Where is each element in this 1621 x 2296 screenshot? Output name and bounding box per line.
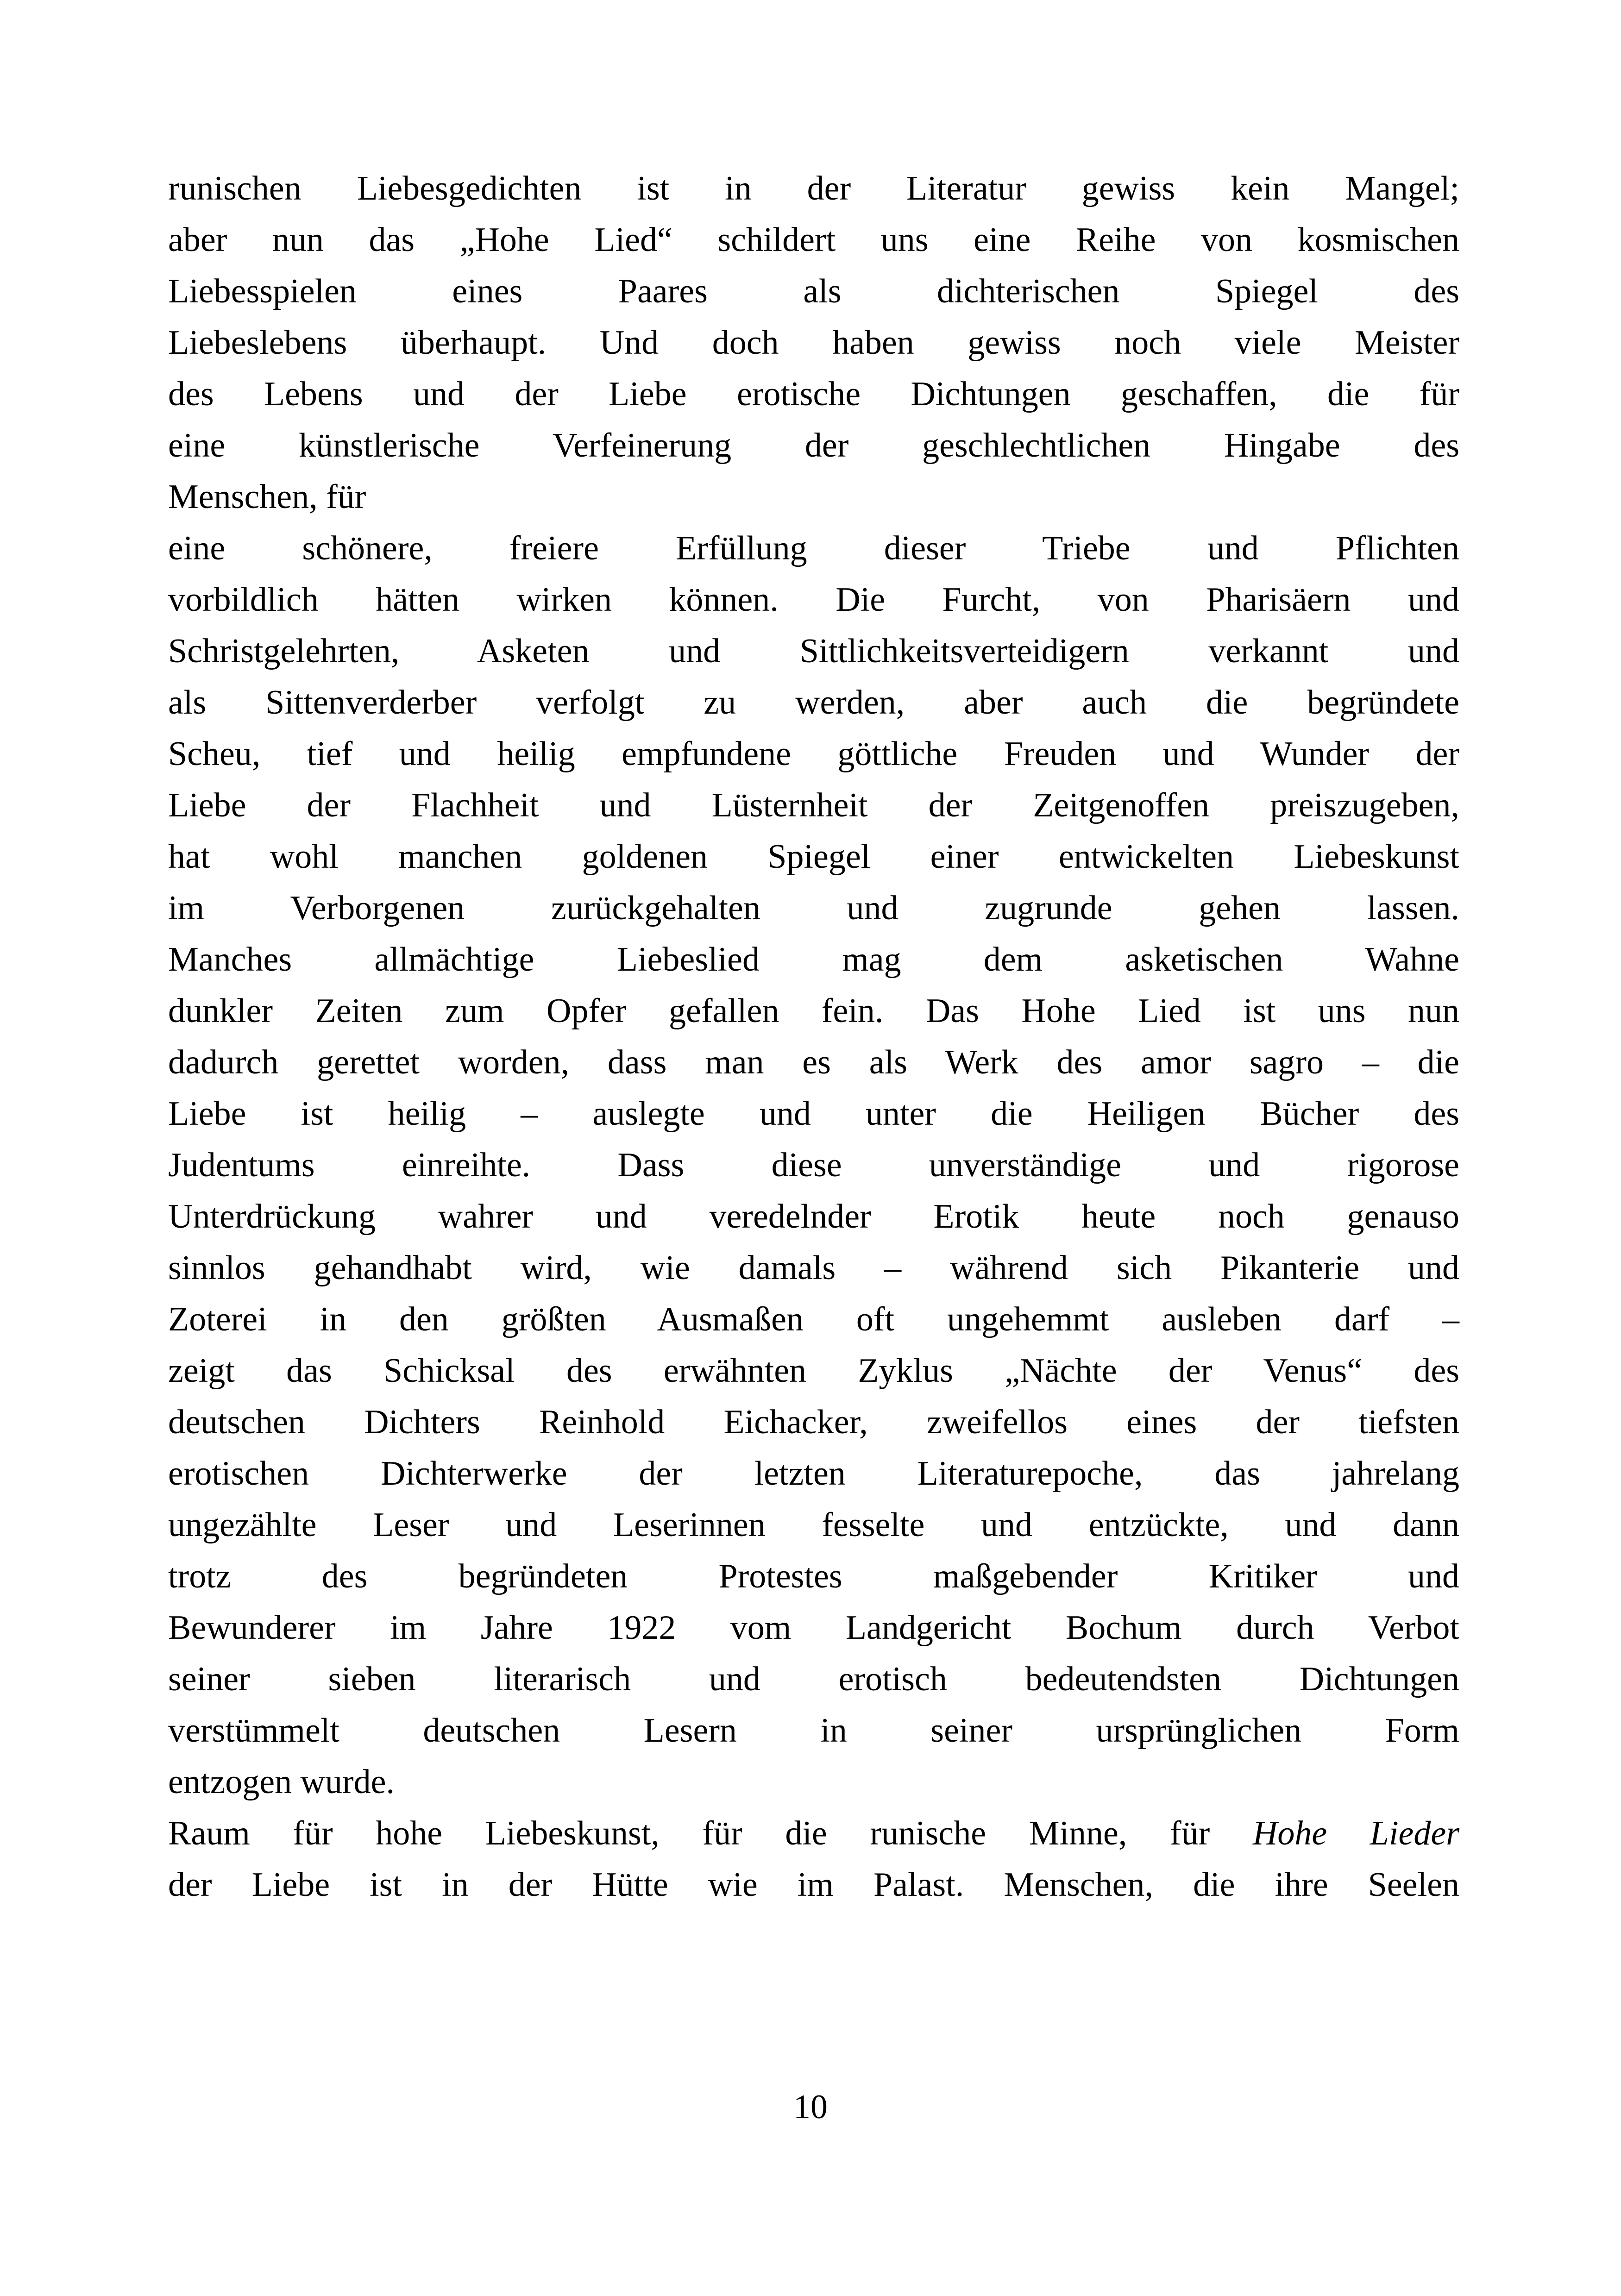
body-text: Zoterei in den größten Ausmaßen oft ungehemmt ausleben darf – [168,1300,1459,1338]
body-text: Liebe ist heilig – auslegte und unter die Heiligen Bücher des [168,1095,1459,1133]
body-text: Raum für hohe Liebeskunst, für die runische Minne, für [168,1814,1253,1852]
text-line [168,934,1459,985]
text-line [168,883,1459,934]
body-text: dadurch gerettet worden, dass man es als Werk des amor sagro – die [168,1043,1459,1081]
text-line [168,1448,1459,1499]
body-text: Liebesspielen eines Paares als dichterischen Spiegel des [168,272,1459,310]
text-line [168,1140,1459,1191]
body-text: verstümmelt deutschen Lesern in seiner ursprünglichen Form [168,1712,1459,1750]
emphasized-text: Hohe Lieder [1252,1814,1459,1852]
body-text: Judentums einreihte. Dass diese unverständige und rigorose [168,1146,1459,1184]
body-text: Liebeslebens überhaupt. Und doch haben gewiss noch viele Meister [168,324,1459,362]
text-line [168,1602,1459,1654]
text-line [168,1499,1459,1551]
body-text: deutschen Dichters Reinhold Eichacker, zweifellos eines der tiefsten [168,1403,1459,1441]
body-text: sinnlos gehandhabt wird, wie damals – während sich Pikanterie und [168,1249,1459,1287]
text-block [168,163,1459,1911]
text-line [168,1551,1459,1602]
body-text: eine künstlerische Verfeinerung der geschlechtlichen Hingabe des [168,427,1459,464]
text-line [168,780,1459,831]
body-text: zeigt das Schicksal des erwähnten Zyklus „Nächte der Venus“ des [168,1352,1459,1390]
page-number: 10 [793,2088,828,2126]
body-text: Manches allmächtige Liebeslied mag dem asketischen Wahne [168,941,1459,979]
text-line [168,1859,1459,1911]
text-line [168,266,1459,317]
body-text: als Sittenverderber verfolgt zu werden, aber auch die begründete [168,684,1459,721]
text-line [168,1757,1459,1808]
text-line [168,1345,1459,1397]
body-text: Scheu, tief und heilig empfundene göttliche Freuden und Wunder der [168,735,1459,773]
body-text: Menschen, für [168,478,366,516]
text-line [168,369,1459,420]
text-line [168,1242,1459,1294]
body-text: hat wohl manchen goldenen Spiegel einer entwickelten Liebeskunst [168,838,1459,876]
body-text: seiner sieben literarisch und erotisch bedeutendsten Dichtungen [168,1660,1459,1698]
text-line [168,574,1459,626]
text-line [168,1088,1459,1140]
body-text: ungezählte Leser und Leserinnen fesselte und entzückte, und dann [168,1506,1459,1544]
body-text: trotz des begründeten Protestes maßgebender Kritiker und [168,1557,1459,1595]
body-text: eine schönere, freiere Erfüllung dieser Triebe und Pflichten [168,529,1459,567]
text-line [168,471,1459,523]
text-line [168,985,1459,1037]
text-line [168,317,1459,369]
body-text: Liebe der Flachheit und Lüsternheit der Zeitgenoffen preiszugeben, [168,786,1459,824]
body-text: erotischen Dichterwerke der letzten Literaturepoche, das jahrelang [168,1455,1459,1493]
body-text: im Verborgenen zurückgehalten und zugrunde gehen lassen. [168,889,1459,927]
text-line [168,1654,1459,1705]
text-line [168,677,1459,728]
body-text: vorbildlich hätten wirken können. Die Furcht, von Pharisäern und [168,581,1459,619]
text-line [168,1808,1459,1859]
text-line [168,420,1459,471]
text-line [168,163,1459,214]
text-line [168,1397,1459,1448]
text-line [168,1705,1459,1757]
text-line [168,728,1459,780]
body-text: Bewunderer im Jahre 1922 vom Landgericht Bochum durch Verbot [168,1609,1459,1647]
text-line [168,1294,1459,1345]
body-text: der Liebe ist in der Hütte wie im Palast. Menschen, die ihre Seelen [168,1866,1459,1904]
text-line [168,1037,1459,1088]
body-text: Unterdrückung wahrer und veredelnder Erotik heute noch genauso [168,1198,1459,1236]
text-line [168,1191,1459,1242]
body-text: entzogen wurde. [168,1763,395,1801]
text-line [168,523,1459,574]
text-line [168,831,1459,883]
body-text: runischen Liebesgedichten ist in der Literatur gewiss kein Mangel; [168,169,1459,207]
body-text: des Lebens und der Liebe erotische Dichtungen geschaffen, die für [168,375,1459,413]
body-text: dunkler Zeiten zum Opfer gefallen fein. Das Hohe Lied ist uns nun [168,992,1459,1030]
body-text: aber nun das „Hohe Lied“ schildert uns eine Reihe von kosmischen [168,221,1459,259]
body-text: Schristgelehrten, Asketen und Sittlichkeitsverteidigern verkannt und [168,632,1459,670]
text-line [168,626,1459,677]
text-line [168,214,1459,266]
